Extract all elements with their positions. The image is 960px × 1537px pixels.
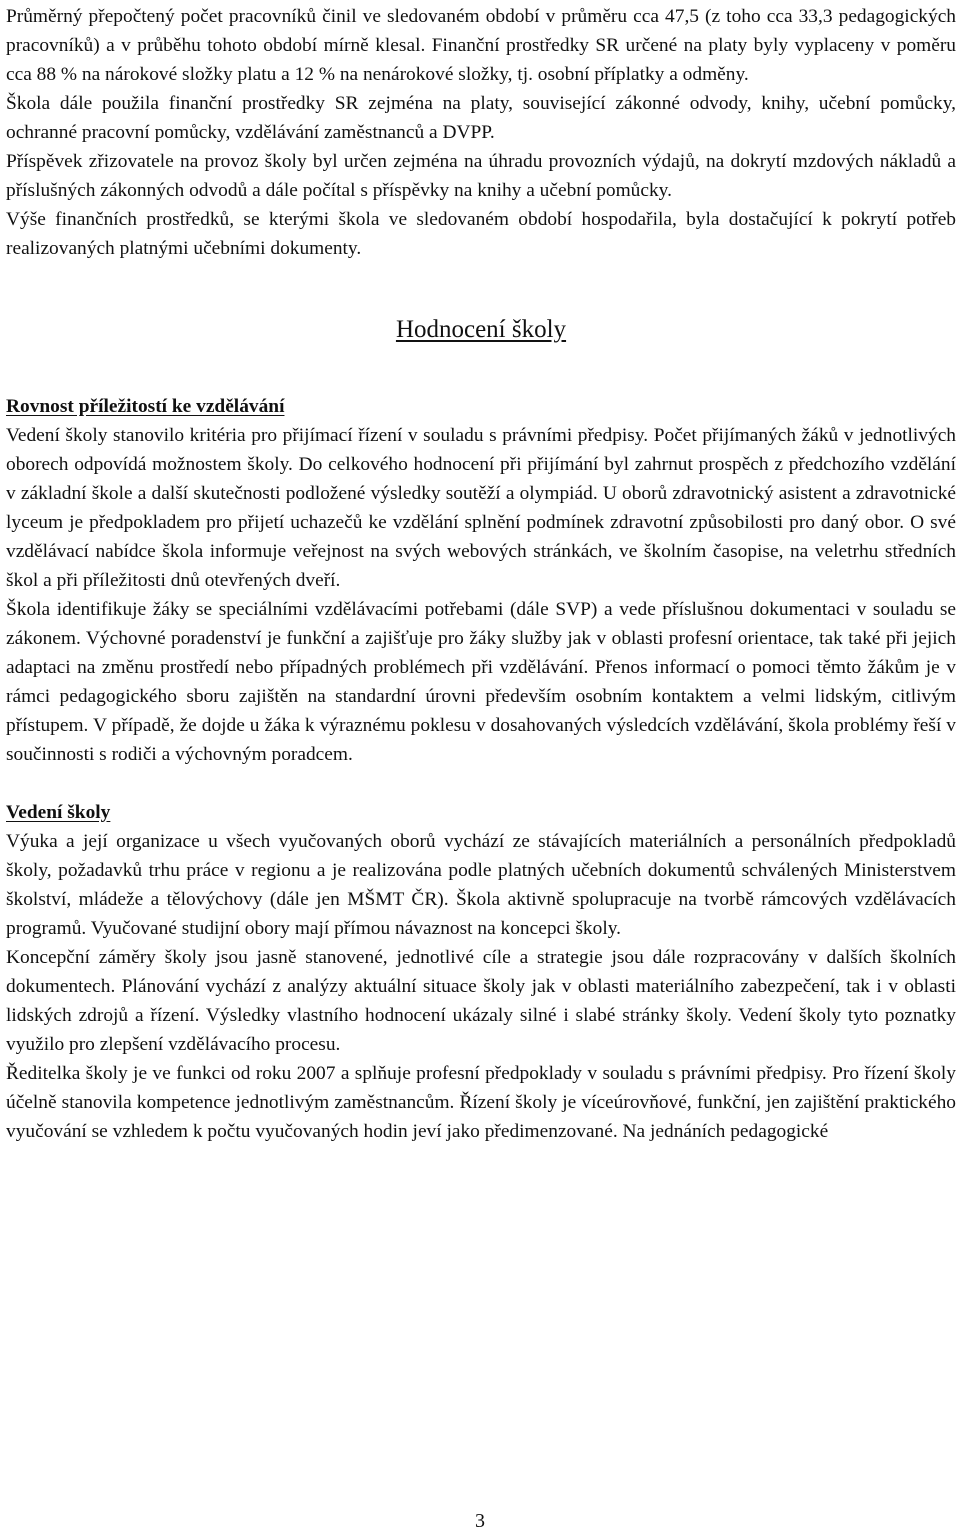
paragraph-founder-contribution: Příspěvek zřizovatele na provoz školy byl určen zejména na úhradu provozních výdajů, na dokrytí mzdových nákladů a příslušných zákonných odvodů a dále počítal s příspěvky na knihy a učební pomůcky. <box>6 151 956 201</box>
paragraph-conceptual-plans: Koncepční záměry školy jsou jasně stanovené, jednotlivé cíle a strategie jsou dále rozpracovány v dalších školních dokumentech. Plánování vychází z analýzy aktuální situace školy jak v oblasti materiálního zabezpečení, tak i v oblasti lidských zdrojů a řízení. Výsledky vlastního hodnocení ukázaly silné i slabé stránky školy. Vedení školy tyto poznatky využilo pro zlepšení vzdělávacího procesu. <box>6 947 956 1055</box>
paragraph-staff-and-salaries: Průměrný přepočtený počet pracovníků činil ve sledovaném období v průměru cca 47,5 (z toho cca 33,3 pedagogických pracovníků) a v průběhu tohoto období mírně klesal. Finanční prostředky SR určené na platy byly vyplaceny v poměru cca 88 % na nárokové složky platu a 12 % na nenárokové složky, tj. osobní příplatky a odměny. <box>6 6 956 85</box>
section-title-equal-opportunities: Rovnost příležitostí ke vzdělávání <box>6 396 285 417</box>
paragraph-headmistress: Ředitelka školy je ve funkci od roku 2007 a splňuje profesní předpoklady v souladu s právními předpisy. Pro řízení školy účelně stanovila kompetence jednotlivým zaměstnancům. Řízení školy je víceúrovňové, funkční, jen zajištění praktického vyučování se vzhledem k počtu vyučovaných hodin jeví jako předimenzované. Na jednáních pedagogické <box>6 1063 956 1142</box>
section-title-school-management: Vedení školy <box>6 802 111 823</box>
section-spacer <box>6 769 956 798</box>
main-heading-text: Hodnocení školy <box>395 316 567 343</box>
section-school-management <box>6 798 956 1146</box>
paragraph-special-needs: Škola identifikuje žáky se speciálními vzdělávacími potřebami (dále SVP) a vede příslušnou dokumentaci v souladu se zákonem. Výchovné poradenství je funkční a zajišťuje pro žáky služby jak v oblasti profesní orientace, tak také při jejich adaptaci na změnu prostředí nebo případných problémech při vzdělávání. Přenos informací o pomoci těmto žákům je v rámci pedagogického sboru zajištěn na standardní úrovni především osobním kontaktem a velmi lidským, citlivým přístupem. V případě, že dojde u žáka k výraznému poklesu v dosahovaných výsledcích vzdělávání, škola problémy řeší v součinnosti s rodiči a výchovným poradcem. <box>6 599 956 765</box>
paragraph-state-funds-usage: Škola dále použila finanční prostředky SR zejména na platy, související zákonné odvody, knihy, učební pomůcky, ochranné pracovní pomůcky, vzdělávání zaměstnanců a DVPP. <box>6 93 956 143</box>
paragraph-admission: Vedení školy stanovilo kritéria pro přijímací řízení v souladu s právními předpisy. Počet přijímaných žáků v jednotlivých oborech odpovídá možnostem školy. Do celkového hodnocení při přijímání byl zahrnut prospěch z předchozího vzdělání v základní škole a další skutečnosti podložené výsledky soutěží a olympiád. U oborů zdravotnický asistent a zdravotnické lyceum je předpokladem pro přijetí uchazečů ke vzdělání splnění podmínek zdravotní způsobilosti pro daný obor. O své vzdělávací nabídce škola informuje veřejnost na svých webových stránkách, ve školním časopise, na veletrhu středních škol a při příležitosti dnů otevřených dveří. <box>6 425 956 591</box>
section-equal-opportunities <box>6 392 956 769</box>
paragraph-funds-sufficiency: Výše finančních prostředků, se kterými škola ve sledovaném období hospodařila, byla dostačující k pokrytí potřeb realizovaných platnými učebními dokumenty. <box>6 209 956 259</box>
document-page <box>6 2 956 1146</box>
main-heading <box>6 315 956 345</box>
page-number: 3 <box>475 1510 485 1532</box>
paragraph-teaching-organization: Výuka a její organizace u všech vyučovaných oborů vychází ze stávajících materiálních a personálních předpokladů školy, požadavků trhu práce v regionu a je realizována podle platných učebních dokumentů schválených Ministerstvem školství, mládeže a tělovýchovy (dále jen MŠMT ČR). Škola aktivně spolupracuje na tvorbě rámcových vzdělávacích programů. Vyučované studijní obory mají přímou návaznost na koncepci školy. <box>6 831 956 939</box>
